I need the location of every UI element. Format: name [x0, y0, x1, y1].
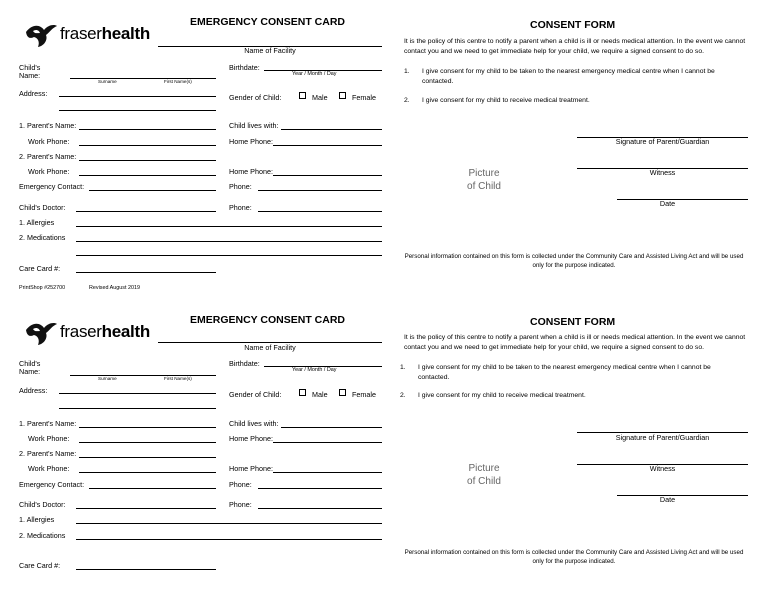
- birthdate-label: Birthdate:: [229, 63, 260, 72]
- surname-caption: Surname: [98, 376, 117, 381]
- footer-revised: Revised August 2019: [89, 285, 140, 291]
- home-phone-line[interactable]: [273, 442, 382, 443]
- childs-name-line[interactable]: [70, 78, 216, 79]
- address-line-1[interactable]: [59, 393, 216, 394]
- childs-name-line[interactable]: [70, 375, 216, 376]
- parent1-label: 1. Parent's Name:: [19, 419, 77, 428]
- brand-wordmark: [60, 323, 150, 340]
- first-names-caption: First Name(s): [164, 376, 192, 381]
- picture-caption-line-1: Picture: [468, 168, 500, 179]
- male-checkbox[interactable]: [299, 389, 306, 396]
- address-label: Address:: [19, 89, 48, 98]
- consent-form-title: CONSENT FORM: [530, 19, 616, 31]
- care-card-line[interactable]: [76, 272, 216, 273]
- childs-doctor-line[interactable]: [76, 508, 216, 509]
- footer-printshop: PrintShop #252700: [19, 285, 66, 291]
- facility-caption: Name of Facility: [244, 343, 296, 352]
- picture-of-child-placeholder: [452, 462, 516, 488]
- allergies-label: 1. Allergies: [19, 218, 55, 227]
- work-phone-label: Work Phone:: [28, 434, 70, 443]
- home-phone-line[interactable]: [273, 145, 382, 146]
- male-checkbox[interactable]: [299, 92, 306, 99]
- parent2-line[interactable]: [79, 457, 216, 458]
- birthdate-caption: Year / Month / Day: [292, 367, 337, 373]
- parent2-line[interactable]: [79, 160, 216, 161]
- work-phone-line[interactable]: [79, 145, 216, 146]
- facility-caption: Name of Facility: [244, 46, 296, 55]
- childs-doctor-label: Child's Doctor:: [19, 500, 66, 509]
- female-checkbox[interactable]: [339, 389, 346, 396]
- parent1-label: 1. Parent's Name:: [19, 121, 77, 130]
- female-label: Female: [352, 93, 376, 102]
- care-card-label: Care Card #:: [19, 264, 61, 273]
- consent-item-number: 2.: [400, 392, 406, 399]
- work-phone-line[interactable]: [79, 442, 216, 443]
- gender-label: Gender of Child:: [229, 93, 282, 102]
- policy-text: It is the policy of this centre to notify a parent when a child is ill or needs medical attention. In the event we cannot contact you and we need to get immediate help for your child, we require a signed consent to do so.: [404, 334, 746, 351]
- phone2-line[interactable]: [258, 508, 382, 509]
- privacy-notice: Personal information contained on this form is collected under the Community Care and Assisted Living Act and will be used only for the purpose indicated.: [404, 549, 744, 566]
- childs-name-label-1: Child's: [19, 359, 41, 368]
- privacy-notice: Personal information contained on this form is collected under the Community Care and Assisted Living Act and will be used only for the purpose indicated.: [404, 253, 744, 270]
- consent-item-text: I give consent for my child to receive medical treatment.: [422, 97, 590, 104]
- address-line-2[interactable]: [59, 408, 216, 409]
- address-label: Address:: [19, 386, 48, 395]
- fraserhealth-logo: [24, 22, 150, 48]
- consent-card-top: [0, 0, 768, 297]
- work-phone-label: Work Phone:: [28, 137, 70, 146]
- brand-wordmark: [60, 25, 150, 42]
- medications-label: 2. Medications: [19, 233, 66, 242]
- emergency-contact-line[interactable]: [89, 488, 216, 489]
- childs-doctor-label: Child's Doctor:: [19, 203, 66, 212]
- medications-line[interactable]: [76, 539, 382, 540]
- gender-label: Gender of Child:: [229, 390, 282, 399]
- birthdate-label: Birthdate:: [229, 359, 260, 368]
- signature-caption: Signature of Parent/Guardian: [615, 433, 710, 442]
- female-label: Female: [352, 390, 376, 399]
- parent2-label: 2. Parent's Name:: [19, 152, 77, 161]
- childs-name-label-2: Name:: [19, 367, 41, 376]
- phone2-line[interactable]: [258, 211, 382, 212]
- parent1-line[interactable]: [79, 427, 216, 428]
- birthdate-caption: Year / Month / Day: [292, 71, 337, 77]
- emergency-contact-label: Emergency Contact:: [19, 182, 85, 191]
- hummingbird-logo-icon: [24, 320, 58, 346]
- home-phone2-line[interactable]: [273, 472, 382, 473]
- child-lives-with-line[interactable]: [281, 129, 382, 130]
- brand-name-bold: health: [101, 322, 150, 341]
- policy-text: It is the policy of this centre to notify a parent when a child is ill or needs medical attention. In the event we cannot contact you and we need to get immediate help for your child, we require a signed consent to do so.: [404, 38, 746, 55]
- parent2-label: 2. Parent's Name:: [19, 449, 77, 458]
- child-lives-with-label: Child lives with:: [229, 121, 279, 130]
- care-card-label: Care Card #:: [19, 561, 61, 570]
- male-label: Male: [312, 390, 328, 399]
- consent-item-text: I give consent for my child to receive medical treatment.: [418, 392, 586, 399]
- home-phone-label: Home Phone:: [229, 137, 273, 146]
- brand-name-bold: health: [101, 24, 150, 43]
- witness-caption: Witness: [649, 464, 676, 473]
- picture-caption-line-1: Picture: [468, 463, 500, 474]
- childs-name-label-1: Child's: [19, 63, 41, 72]
- brand-name-light: fraser: [60, 322, 102, 341]
- medications-line-2[interactable]: [76, 255, 382, 256]
- brand-name-light: fraser: [60, 24, 102, 43]
- emergency-contact-line[interactable]: [89, 190, 216, 191]
- home-phone2-label: Home Phone:: [229, 464, 273, 473]
- first-names-caption: First Name(s): [164, 79, 192, 84]
- phone-label: Phone:: [229, 182, 252, 191]
- date-caption: Date: [659, 199, 676, 208]
- witness-caption: Witness: [649, 168, 676, 177]
- allergies-line[interactable]: [76, 226, 382, 227]
- consent-form-title: CONSENT FORM: [530, 316, 616, 328]
- phone2-label: Phone:: [229, 203, 252, 212]
- medications-label: 2. Medications: [19, 531, 66, 540]
- hummingbird-logo-icon: [24, 22, 58, 48]
- parent1-line[interactable]: [79, 129, 216, 130]
- medications-line[interactable]: [76, 241, 382, 242]
- phone-line[interactable]: [258, 488, 382, 489]
- child-lives-with-label: Child lives with:: [229, 419, 279, 428]
- allergies-label: 1. Allergies: [19, 515, 55, 524]
- phone2-label: Phone:: [229, 500, 252, 509]
- picture-caption-line-2: of Child: [467, 181, 501, 192]
- consent-card-bottom: [0, 298, 768, 595]
- childs-name-label-2: Name:: [19, 71, 41, 80]
- consent-item-number: 1.: [400, 364, 406, 371]
- childs-doctor-line[interactable]: [76, 211, 216, 212]
- child-lives-with-line[interactable]: [281, 427, 382, 428]
- phone-label: Phone:: [229, 480, 252, 489]
- picture-of-child-placeholder: [452, 167, 516, 193]
- consent-item-number: 2.: [404, 97, 410, 104]
- allergies-line[interactable]: [76, 523, 382, 524]
- card-title: EMERGENCY CONSENT CARD: [190, 314, 345, 326]
- work-phone2-line[interactable]: [79, 175, 216, 176]
- phone-line[interactable]: [258, 190, 382, 191]
- work-phone2-label: Work Phone:: [28, 167, 70, 176]
- home-phone2-line[interactable]: [273, 175, 382, 176]
- signature-caption: Signature of Parent/Guardian: [615, 137, 710, 146]
- male-label: Male: [312, 93, 328, 102]
- card-title: EMERGENCY CONSENT CARD: [190, 16, 345, 28]
- date-caption: Date: [659, 495, 676, 504]
- work-phone2-line[interactable]: [79, 472, 216, 473]
- emergency-contact-label: Emergency Contact:: [19, 480, 85, 489]
- home-phone-label: Home Phone:: [229, 434, 273, 443]
- female-checkbox[interactable]: [339, 92, 346, 99]
- address-line-2[interactable]: [59, 110, 216, 111]
- consent-item-number: 1.: [404, 68, 410, 75]
- address-line-1[interactable]: [59, 96, 216, 97]
- surname-caption: Surname: [98, 79, 117, 84]
- fraserhealth-logo: [24, 320, 150, 346]
- consent-item-text: I give consent for my child to be taken to the nearest emergency medical centre when I cannot be contacted.: [418, 364, 711, 381]
- home-phone2-label: Home Phone:: [229, 167, 273, 176]
- care-card-line[interactable]: [76, 569, 216, 570]
- work-phone2-label: Work Phone:: [28, 464, 70, 473]
- picture-caption-line-2: of Child: [467, 476, 501, 487]
- consent-item-text: I give consent for my child to be taken to the nearest emergency medical centre when I cannot be contacted.: [422, 68, 715, 85]
